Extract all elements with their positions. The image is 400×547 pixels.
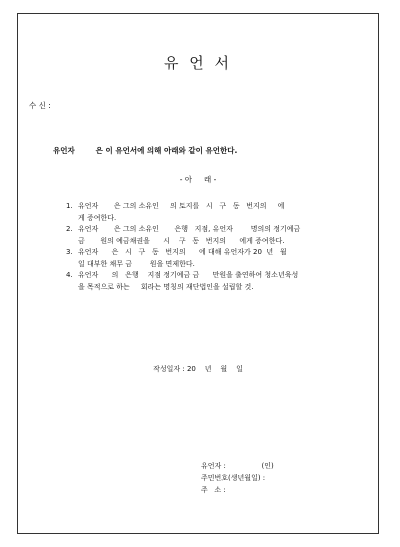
document-title: 유 언 서 bbox=[163, 54, 232, 72]
item-text: 유언자 은 그의 소유인 은행 지점, 유언자 명의의 정기예금 금 원의 예금채권을 시 구 동 번지의 에게 증여한다. bbox=[78, 225, 301, 245]
id-number-line: 주민번호(생년월일) : bbox=[201, 474, 266, 482]
signature-block bbox=[201, 460, 274, 496]
item-text: 유언자 의 은행 지점 정기예금 금 만원을 출연하여 청소년육성 을 목적으로 하는 회라는 명칭의 재단법인을 설립할 것. bbox=[78, 271, 299, 291]
item-text: 유언자 은 시 구 동 번지의 에 대해 유언자가 20 년 월 일 대부한 채무 금 원을 면제한다. bbox=[78, 248, 287, 268]
item-number: 1. bbox=[66, 202, 73, 210]
item-number: 2. bbox=[66, 225, 73, 233]
list-item bbox=[66, 201, 358, 224]
testator-signature-line: 유언자 : (인) bbox=[201, 462, 274, 470]
will-document-page bbox=[17, 13, 379, 534]
address-line: 주 소 : bbox=[201, 486, 226, 494]
list-item bbox=[66, 270, 358, 293]
item-text: 유언자 은 그의 소유인 의 토지를 시 구 동 번지의 에 게 증여한다. bbox=[78, 202, 285, 222]
item-number: 3. bbox=[66, 248, 73, 256]
intro-statement: 유언자 은 이 유언서에 의해 아래와 같이 유언한다. bbox=[53, 146, 238, 155]
recipient-field: 수 신 : bbox=[29, 101, 51, 110]
will-items-list bbox=[66, 201, 358, 293]
list-item bbox=[66, 247, 358, 270]
item-number: 4. bbox=[66, 271, 73, 279]
date-line: 작성일자 : 20 년 월 일 bbox=[153, 365, 243, 373]
section-heading: - 아 래 - bbox=[179, 175, 217, 184]
list-item bbox=[66, 224, 358, 247]
